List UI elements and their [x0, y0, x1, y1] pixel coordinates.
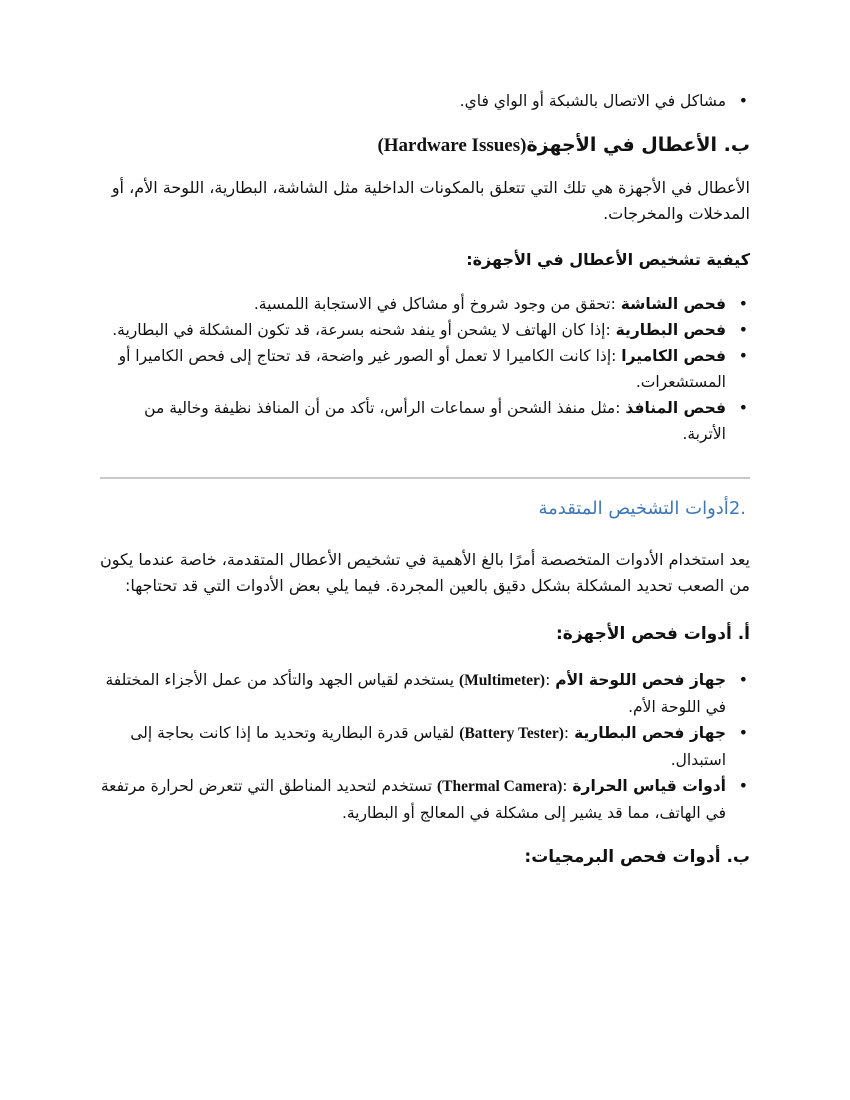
list-item: [100, 667, 726, 720]
item-latin: (Multimeter): [458, 672, 546, 689]
list-item: [100, 291, 726, 317]
item-lead: جهاز فحص البطارية: [574, 724, 726, 742]
item-text: تستخدم لتحديد المناطق التي تتعرض لحرارة مرتفعة في الهاتف، مما قد يشير إلى مشكلة في المعالج أو البطارية.: [100, 777, 726, 822]
item-sep: :: [545, 671, 556, 689]
item-lead: فحص البطارية: [615, 321, 726, 339]
list-item: [100, 773, 726, 826]
item-text: :مثل منفذ الشحن أو سماعات الرأس، تأكد من أن المنافذ نظيفة وخالية من الأتربة.: [144, 399, 726, 443]
bullet-text: مشاكل في الاتصال بالشبكة أو الواي فاي.: [459, 92, 726, 110]
item-text: :تحقق من وجود شروخ أو مشاكل في الاستجابة اللمسية.: [253, 295, 621, 313]
item-latin: (Thermal Camera): [436, 778, 563, 795]
section-divider: [100, 477, 750, 479]
item-text: :إذا كان الهاتف لا يشحن أو ينفد شحنه بسرعة، قد تكون المشكلة في البطارية.: [112, 321, 616, 339]
list-item: [100, 88, 726, 114]
item-lead: أدوات قياس الحرارة: [572, 777, 726, 795]
item-lead: جهاز فحص اللوحة الأم: [555, 671, 726, 689]
software-tools-heading: ب. أدوات فحص البرمجيات:: [524, 847, 750, 867]
list-item: [100, 720, 726, 773]
advanced-paragraph: يعد استخدام الأدوات المتخصصة أمرًا بالغ الأهمية في تشخيص الأعطال المتقدمة، خاصة عندما يكون من الصعب تحديد المشكلة بشكل دقيق بالعين المجردة. فيما يلي بعض الأدوات التي قد تحتاجها:: [100, 550, 750, 595]
list-item: [100, 343, 726, 395]
item-text: يستخدم لقياس الجهد والتأكد من عمل الأجزاء المختلفة في اللوحة الأم.: [105, 671, 726, 716]
heading-latin: (Hardware Issues): [377, 135, 527, 156]
diagnosis-heading: كيفية تشخيص الأعطال في الأجهزة:: [466, 250, 750, 269]
section-number: 2.: [728, 498, 746, 519]
item-sep: :: [563, 724, 575, 742]
item-latin: (Battery Tester): [459, 725, 564, 742]
item-text: :إذا كانت الكاميرا لا تعمل أو الصور غير واضحة، قد تحتاج إلى فحص الكاميرا أو المستشعرات.: [118, 347, 726, 391]
item-sep: :: [562, 777, 573, 795]
hardware-paragraph: الأعطال في الأجهزة هي تلك التي تتعلق بالمكونات الداخلية مثل الشاشة، البطارية، اللوحة الأم، أو المدخلات والمخرجات.: [111, 178, 750, 223]
list-item: [100, 317, 726, 343]
item-lead: فحص الشاشة: [620, 295, 726, 313]
heading-text: ب. الأعطال في الأجهزة: [526, 134, 750, 156]
item-lead: فحص المنافذ: [625, 399, 726, 417]
hardware-tools-list: [100, 667, 750, 826]
advanced-tools-heading: [100, 495, 750, 523]
network-issues-list: [100, 88, 750, 114]
section-title: أدوات التشخيص المتقدمة: [538, 498, 729, 519]
list-item: [100, 395, 726, 447]
hardware-checks-list: [100, 291, 750, 447]
hardware-tools-heading: أ. أدوات فحص الأجهزة:: [555, 624, 750, 644]
hardware-issues-heading: [100, 130, 750, 161]
item-text: لقياس قدرة البطارية وتحديد ما إذا كانت بحاجة إلى استبدال.: [130, 724, 726, 769]
item-lead: فحص الكاميرا: [621, 347, 726, 365]
document-page: [100, 88, 750, 870]
